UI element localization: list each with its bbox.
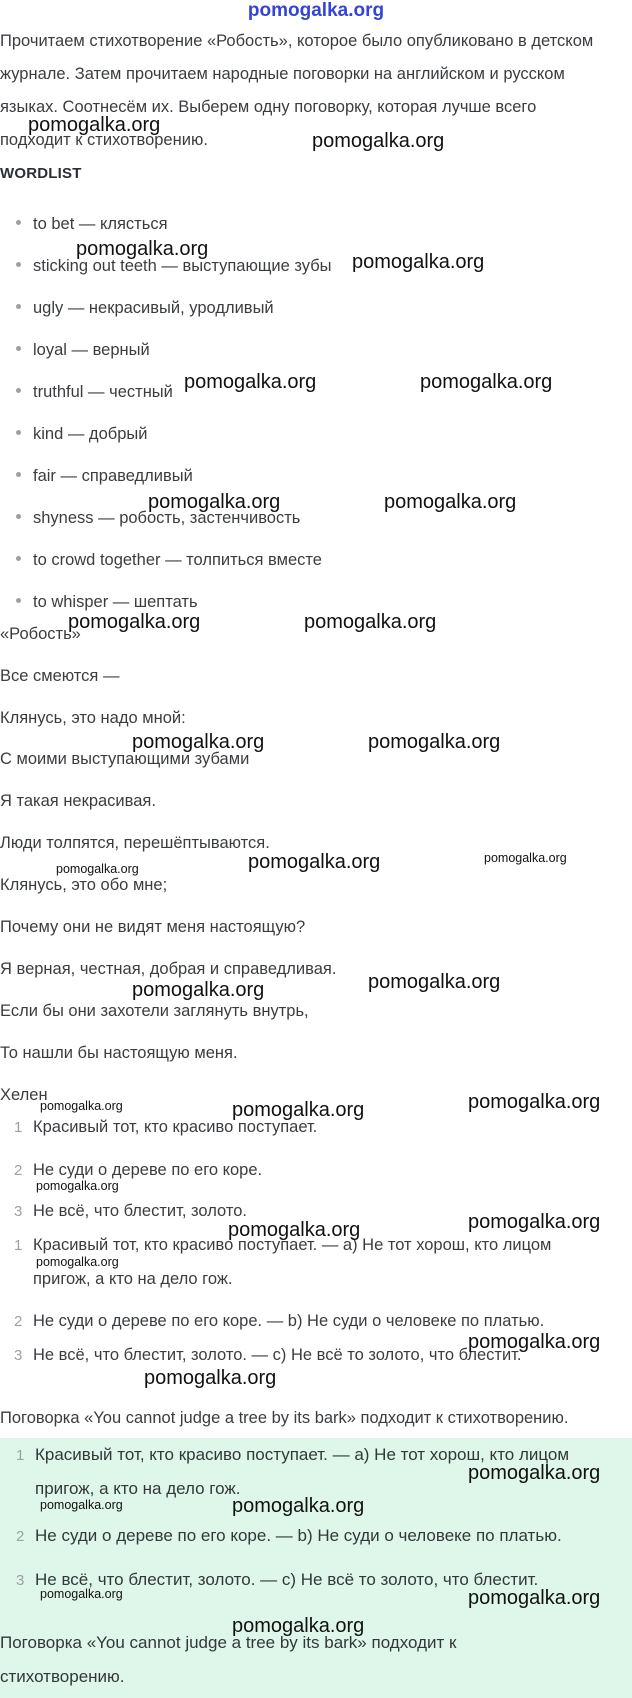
watermark: pomogalka.org <box>144 1367 277 1389</box>
site-logo: pomogalka.org <box>247 0 385 21</box>
wordlist-item <box>16 551 322 570</box>
bullet-icon <box>16 556 21 561</box>
list-number: 2 <box>14 1313 23 1330</box>
watermark: pomogalka.org <box>56 862 139 876</box>
poem-line: Все смеются — <box>0 667 120 685</box>
watermark: pomogalka.org <box>68 611 201 633</box>
poem-line: Я верная, честная, добрая и справедливая. <box>0 960 337 978</box>
bullet-icon <box>16 262 21 267</box>
answer-item: Не всё, что блестит, золото. — c) Не всё то золото, что блестит. <box>35 1570 539 1589</box>
watermark: pomogalka.org <box>384 491 517 513</box>
watermark: pomogalka.org <box>132 979 265 1001</box>
poem-title: «Робость» <box>0 625 81 643</box>
watermark: pomogalka.org <box>36 1255 119 1269</box>
match-item: Не суди о дереве по его коре. — b) Не суди о человеке по платью. <box>33 1312 545 1330</box>
intro-line: подходит к стихотворению. <box>0 131 208 149</box>
bullet-icon <box>16 304 21 309</box>
wordlist-item-text: fair — справедливый <box>33 467 193 485</box>
list-number: 1 <box>14 1237 23 1254</box>
intro-line: Прочитаем стихотворение «Робость», которое было опубликовано в детском <box>0 32 594 50</box>
watermark: pomogalka.org <box>312 130 445 152</box>
wordlist-item-text: to whisper — шептать <box>33 593 198 611</box>
wordlist-item-text: kind — добрый <box>33 425 148 443</box>
answer-item: Не суди о дереве по его коре. — b) Не суди о человеке по платью. <box>35 1526 562 1545</box>
wordlist-item <box>16 383 173 402</box>
watermark: pomogalka.org <box>420 371 553 393</box>
poem-author: Хелен <box>0 1086 48 1104</box>
proverb-item: Не суди о дереве по его коре. <box>33 1161 263 1179</box>
watermark: pomogalka.org <box>468 1211 601 1233</box>
answer-item-continuation: пригож, а кто на дело гож. <box>35 1479 241 1498</box>
bullet-icon <box>16 598 21 603</box>
watermark: pomogalka.org <box>368 971 501 993</box>
wordlist-item <box>16 593 198 612</box>
watermark: pomogalka.org <box>468 1462 601 1484</box>
poem-line: Клянусь, это обо мне; <box>0 876 168 894</box>
bullet-icon <box>16 430 21 435</box>
watermark: pomogalka.org <box>28 114 161 136</box>
proverb-item: Не всё, что блестит, золото. <box>33 1202 247 1220</box>
answer-item: Красивый тот, кто красиво поступает. — a) Не тот хорош, кто лицом <box>35 1445 570 1464</box>
wordlist-item-text: ugly — некрасивый, уродливый <box>33 299 274 317</box>
wordlist-item <box>16 467 193 486</box>
bullet-icon <box>16 220 21 225</box>
list-number: 1 <box>16 1447 25 1464</box>
list-number: 3 <box>14 1347 23 1364</box>
wordlist-item-text: to crowd together — толпиться вместе <box>33 551 322 569</box>
intro-line: журнале. Затем прочитаем народные поговорки на английском и русском <box>0 65 565 83</box>
watermark: pomogalka.org <box>232 1099 365 1121</box>
poem-line: Если бы они захотели заглянуть внутрь, <box>0 1002 309 1020</box>
watermark: pomogalka.org <box>40 1587 123 1601</box>
watermark: pomogalka.org <box>40 1498 123 1512</box>
watermark: pomogalka.org <box>40 1099 123 1113</box>
watermark: pomogalka.org <box>184 371 317 393</box>
wordlist-item-text: shyness — робость, застенчивость <box>33 509 301 527</box>
watermark: pomogalka.org <box>304 611 437 633</box>
watermark: pomogalka.org <box>36 1179 119 1193</box>
list-number: 1 <box>14 1119 23 1136</box>
match-item: Красивый тот, кто красиво поступает. — a) Не тот хорош, кто лицом <box>33 1236 552 1254</box>
watermark: pomogalka.org <box>468 1587 601 1609</box>
watermark: pomogalka.org <box>484 851 567 865</box>
list-number: 3 <box>16 1572 25 1589</box>
wordlist-item-text: truthful — честный <box>33 383 173 401</box>
poem-line: Клянусь, это надо мной: <box>0 709 186 727</box>
bullet-icon <box>16 514 21 519</box>
wordlist-item-text: loyal — верный <box>33 341 150 359</box>
watermark: pomogalka.org <box>352 251 485 273</box>
poem-line: Я такая некрасивая. <box>0 792 156 810</box>
watermark: pomogalka.org <box>228 1219 361 1241</box>
poem-line: С моими выступающими зубами <box>0 750 250 768</box>
proverb-item: Красивый тот, кто красиво поступает. <box>33 1118 318 1136</box>
bullet-icon <box>16 472 21 477</box>
bullet-icon <box>16 346 21 351</box>
wordlist-item <box>16 215 168 234</box>
wordlist-item <box>16 299 274 318</box>
bullet-icon <box>16 388 21 393</box>
watermark: pomogalka.org <box>232 1495 365 1517</box>
wordlist-item-text: to bet — клясться <box>33 215 168 233</box>
watermark: pomogalka.org <box>468 1091 601 1113</box>
list-number: 3 <box>14 1203 23 1220</box>
wordlist-item <box>16 425 147 444</box>
list-number: 2 <box>14 1162 23 1179</box>
intro-line: языках. Соотнесём их. Выберем одну поговорку, которая лучше всего <box>0 98 537 116</box>
match-item: Не всё, что блестит, золото. — c) Не всё то золото, что блестит. <box>33 1346 522 1364</box>
poem-line: Люди толпятся, перешёптываются. <box>0 834 270 852</box>
wordlist-item <box>16 341 150 360</box>
poem-line: То нашли бы настоящую меня. <box>0 1044 238 1062</box>
list-number: 2 <box>16 1528 25 1545</box>
watermark: pomogalka.org <box>132 731 265 753</box>
watermark: pomogalka.org <box>148 491 281 513</box>
conclusion-text: Поговорка «You cannot judge a tree by its bark» подходит к стихотворению. <box>0 1409 569 1427</box>
wordlist-item-text: sticking out teeth — выступающие зубы <box>33 257 332 275</box>
answer-conclusion: стихотворению. <box>0 1667 125 1686</box>
match-item-continuation: пригож, а кто на дело гож. <box>33 1270 233 1288</box>
poem-line: Почему они не видят меня настоящую? <box>0 918 306 936</box>
watermark: pomogalka.org <box>76 238 209 260</box>
watermark: pomogalka.org <box>368 731 501 753</box>
watermark: pomogalka.org <box>248 851 381 873</box>
watermark: pomogalka.org <box>232 1615 365 1637</box>
answer-conclusion: Поговорка «You cannot judge a tree by its bark» подходит к <box>0 1633 457 1652</box>
wordlist-heading: WORDLIST <box>0 165 82 182</box>
watermark: pomogalka.org <box>468 1331 601 1353</box>
